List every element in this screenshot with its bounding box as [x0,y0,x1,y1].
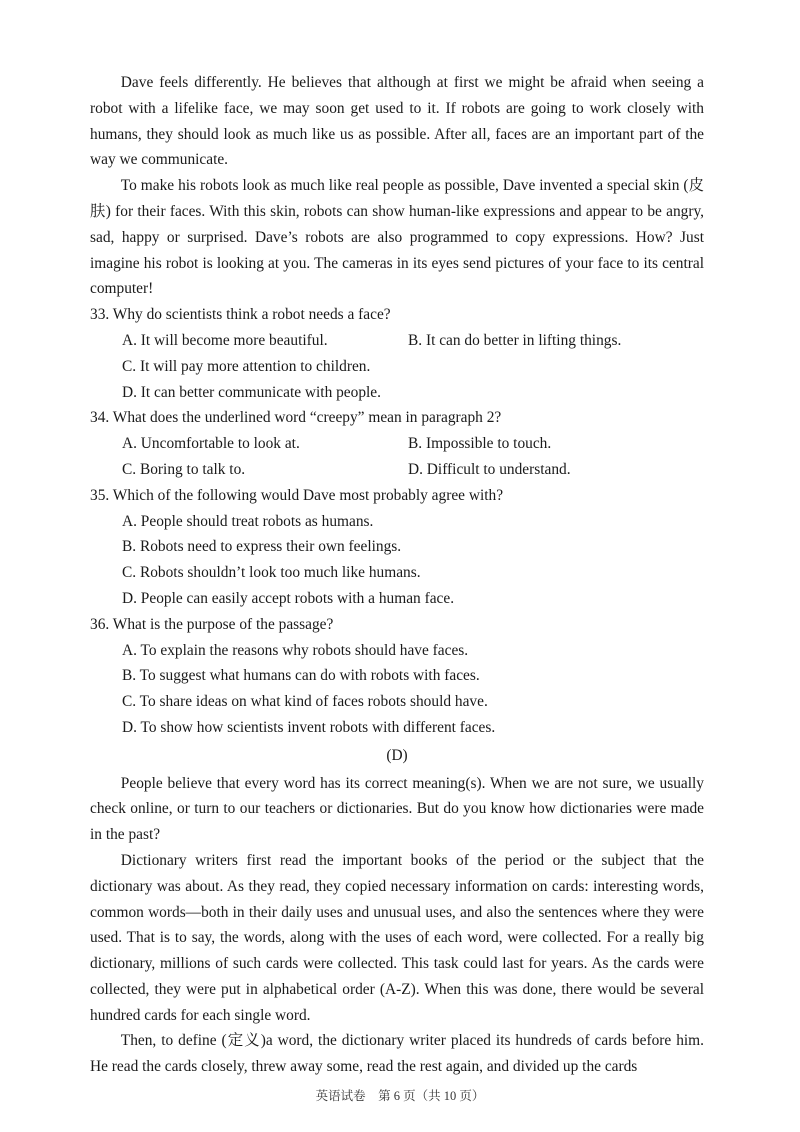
question-33-stem: 33. Why do scientists think a robot needs a face? [90,306,391,324]
question-34-options-row-2 [122,457,704,483]
question-33-option-b: B. It can do better in lifting things. [408,331,622,349]
question-36-option-c: C. To share ideas on what kind of faces robots should have. [122,693,488,711]
passage-d-paragraph-1: People believe that every word has its correct meaning(s). When we are not sure, we usually check online, or turn to our teachers or dictionaries. But do you know how dictionaries were made in the past? [90,774,704,844]
question-36-option-a: A. To explain the reasons why robots should have faces. [122,641,469,659]
question-36-option-b: B. To suggest what humans can do with robots with faces. [122,667,480,685]
question-33-option-d: D. It can better communicate with people. [122,383,381,401]
passage-d-heading: (D) [386,746,408,764]
passage-d-paragraph-2: Dictionary writers first read the important books of the period or the subject that the dictionary was about. As they read, they copied necessary information on cards: interesting words, common words—both in their daily uses and unusual uses, and also the sentences where they were used. That is to say, the words, along with the uses of each word, were collected. For a really big dictionary, millions of such cards were collected. This task could last for years. As the cards were collected, they were put in alphabetical order (A-Z). When this was done, there would be several hundred cards for each single word. [90,851,704,1024]
page-content [90,70,704,1080]
question-35-option-a: A. People should treat robots as humans. [122,512,374,530]
question-35-option-c: C. Robots shouldn’t look too much like humans. [122,564,421,582]
passage-c-paragraph-2: To make his robots look as much like real people as possible, Dave invented a special skin (皮肤) for their faces. With this skin, robots can show human-like expressions and appear to be angry, sad, happy or surprised. Dave’s robots are also programmed to copy expressions. How? Just imagine his robot is looking at you. The cameras in its eyes send pictures of your face to its central computer! [90,177,704,298]
passage-d-paragraph-3: Then, to define (定义)a word, the dictionary writer placed its hundreds of cards before him. He read the cards closely, threw away some, read the rest again, and divided up the cards [90,1032,704,1076]
question-33-option-c: C. It will pay more attention to children. [122,357,371,375]
question-36-stem: 36. What is the purpose of the passage? [90,615,334,633]
question-33-options-row-1 [122,328,704,354]
question-34-option-a: A. Uncomfortable to look at. [122,435,300,453]
question-33-option-a: A. It will become more beautiful. [122,331,328,349]
question-35-option-d: D. People can easily accept robots with a human face. [122,589,455,607]
question-36-option-d: D. To show how scientists invent robots with different faces. [122,718,496,736]
question-35-option-b: B. Robots need to express their own feelings. [122,538,402,556]
question-34-stem: 34. What does the underlined word “creepy” mean in paragraph 2? [90,409,502,427]
question-35-stem: 35. Which of the following would Dave most probably agree with? [90,486,504,504]
question-34-option-c: C. Boring to talk to. [122,460,246,478]
question-34-option-b: B. Impossible to touch. [408,435,552,453]
passage-c-paragraph-1: Dave feels differently. He believes that although at first we might be afraid when seeing a robot with a lifelike face, we may soon get used to it. If robots are going to work closely with humans, they should look as much like us as possible. After all, faces are an important part of the way we communicate. [90,74,704,169]
question-34-option-d: D. Difficult to understand. [408,460,571,478]
page-footer: 英语试卷 第 6 页（共 10 页） [315,1089,485,1103]
question-34-options-row-1 [122,431,704,457]
